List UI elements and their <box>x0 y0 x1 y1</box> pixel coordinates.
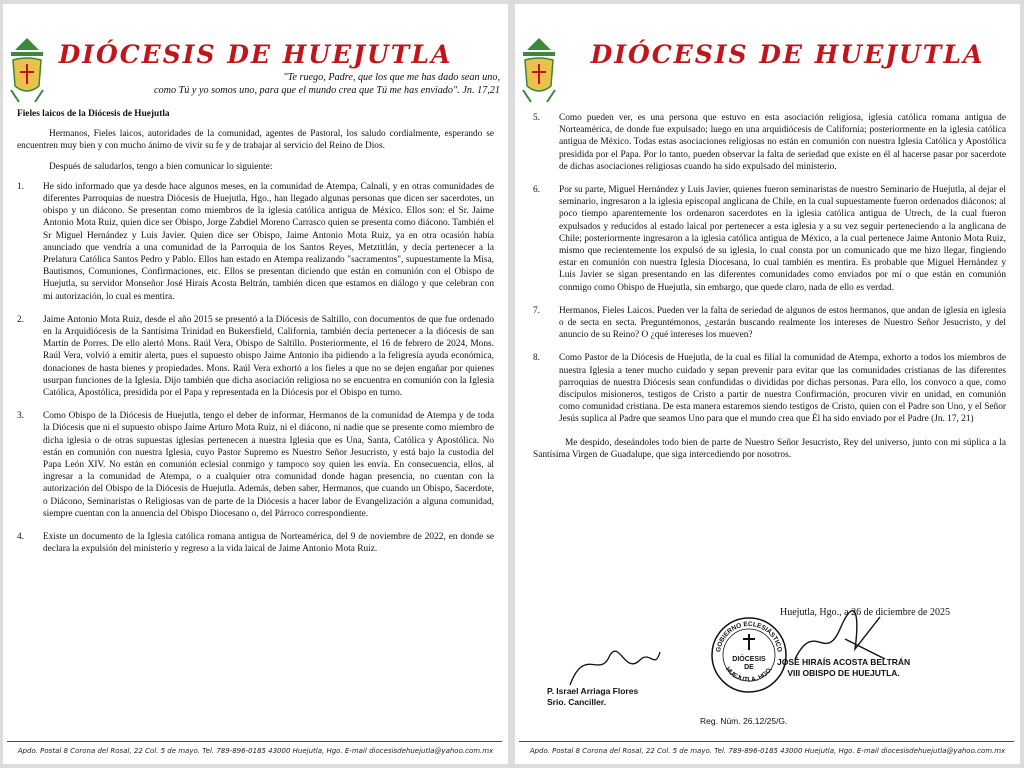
numbered-points-2 <box>533 112 1006 426</box>
seal-center-text: DIÓCESIS <box>732 656 766 663</box>
letter-body-1 <box>17 108 494 567</box>
list-item: 6. Por su parte, Miguel Hernández y Luis Javier, quienes fueron seminaristas de nuestro Seminario de Huejutla, al dejar el seminario, ingresaron a la iglesia episcopal anglicana de Chile, en la cual supuestamente fueron ordenados diáconos; al poco tiempo aparentemente los ordenaron sacerdotes en la iglesia católica antigua de Utrech, de la cual fueron expulsados y reducidos al estado laical por pertenecer a esta iglesia y a su vez seguir perteneciendo a la anglicana de Chile; posteriormente ingresaron a la iglesia católica antigua de México, a la cual pertenece Jaime Antonio Mota Ruiz, mismo que recientemente los expulsó de su iglesia, lo cual consta por un comunicado que me hizo llegar, fingiendo estar en comunión con nuestra Iglesia Diocesana, lo cual también es mentira. Es probable que Miguel Hernández y Luis Javier se sigan presentando en las diferentes comunidades como enviados por mí o que están en comunión conmigo como Obispo de Huejutla, sin embargo, que quede claro, nada de ello es verdad. <box>533 185 1006 293</box>
letter-body-2 <box>533 112 1006 469</box>
bishop-title: VIII OBISPO DE HUEJUTLA. <box>787 668 900 678</box>
dateline: Huejutla, Hgo., a 26 de diciembre de 2025 <box>780 607 950 618</box>
chancellor-title: Srio. Canciller. <box>547 697 607 707</box>
chancellor-name: P. Israel Arriaga Flores <box>547 686 639 696</box>
letter-footer: Apdo. Postal 8 Corona del Rosal, 22 Col. 5 de mayo. Tel. 789-896-0185 43000 Huejutla, Hgo. E-mail diocesisdehuejutla@yahoo.com.mx <box>17 747 494 755</box>
bishop-signature-block <box>777 657 910 679</box>
chancellor-signature <box>565 640 665 690</box>
intro-paragraph: Después de saludarlos, tengo a bien comunicar lo siguiente: <box>49 161 273 172</box>
footer-divider <box>519 741 1014 742</box>
list-item: 8. Como Pastor de la Diócesis de Huejutla, de la cual es filial la comunidad de Atempa, exhorto a todos los miembros de nuestra Iglesia a tener mucho cuidado y sepan prevenir para evitar que las comunidades cristianas de las diferentes parroquias de nuestra Diócesis sean confundidas o divididas por dichas personas. Para ello, los convoco a que, como discípulos misioneros, testigos de Cristo a partir de nuestra Confirmación, procuren vivir en unidad, en comunión como comunidad cristiana. De esta manera estaremos siendo testigos de Cristo, quien con el Padre son Uno, y el Señor Jesús suplica al Padre que seamos Uno para que el mundo crea que Él ha sido enviado por el Padre (Jn. 17, 21) <box>533 353 1006 425</box>
list-item: 1. He sido informado que ya desde hace algunos meses, en la comunidad de Atempa, Calnali, y en otras comunidades de diferentes Parroquias de nuestra Diócesis de Huejutla, Hgo., han llegado algunas personas que dicen ser sacerdotes, un obispo y un diácono. Se presentan como miembros de la iglesia católica antigua de México. Ellos son: el Sr. Jaime Antonio Mota Ruiz, quien dice ser Obispo, Jorge Zabdiel Moreno Carrasco quien se presenta como diácono. También el Sr Miguel Hernández y Luis Javier. Quien dice ser Obispo, Jaime Antonio Mota Ruiz, ya en otra ocasión había anunciado que vendría a una comunidad de la Parroquia de los Santos Reyes, Metztitlán, y decía pertenecer a la Prelatura Católica Santos Pedro y Pablo. Ellos han estado en Atempa realizando "sacramentos", supuestamente la Misa, Bautismos, Comuniones, Confirmaciones, etc. Ellos se presentan diciendo que están en comunión con el Obispo de Huejutla, su servidor Monseñor José Hiraís Acosta Beltrán, también dicen que estamos en diálogo y que celebran con mi autorización, lo cual es mentira. <box>17 181 494 302</box>
diocese-title: DIÓCESIS DE HUEJUTLA <box>58 40 453 69</box>
footer-divider <box>7 741 502 742</box>
list-item: 7. Hermanos, Fieles Laicos. Pueden ver la falta de seriedad de algunos de estos hermanos, que andan de iglesia en iglesia o de secta en secta. Preguntémonos, ¿estarán buscando realmente los intereses de Nuestro Señor Jesucristo, y del anuncio de su Reino? O ¿qué intereses los mueven? <box>533 305 1006 341</box>
seal-bottom-text: HUEJUTLA, HGO. <box>723 665 775 684</box>
greeting-paragraph: Hermanos, Fieles laicos, autoridades de la comunidad, agentes de Pastoral, los saludo cordialmente, esperando se encuentren muy bien y con mucho ánimo de vivir su fe y de trabajar al servicio del Reino de Dios. <box>17 129 494 152</box>
motto: "Te ruego, Padre, que los que me has dado sean uno, como Tú y yo somos uno, para que el mundo crea que Tú me has enviado". Jn. 17,21 <box>154 72 500 96</box>
registration-number: Reg. Núm. 26.12/25/G. <box>700 716 788 726</box>
diocese-title: DIÓCESIS DE HUEJUTLA <box>590 40 985 69</box>
letter-page-2 <box>515 4 1020 764</box>
seal-top-text: GOBIERNO ECLESIÁSTICO <box>715 620 783 653</box>
list-item: 2. Jaime Antonio Mota Ruiz, desde el año 2015 se presentó a la Diócesis de Saltillo, con documentos de que fue ordenado en la Arquidiócesis de la Santísima Trinidad en Bukersfield, California, también decía pertenecer a la diócesis de san Martín de Porres. De ello alertó Mons. Raúl Vera, Obispo de Saltillo. Posteriormente, el 16 de febrero de 2024, Mons. Raúl Vera, volvió a emitir alerta, pues el supuesto obispo Jaime Antonio iba pidiendo a la feligresía ayuda económica, donaciones de hasta bienes y propiedades. Mons. Raúl Vera exhortó a los fieles a que no se dejen engañar por quienes usurpan funciones de la Iglesia. Dijo también que dicha asociación religiosa no se encuentra en comunión con la Iglesia Católica, Apostólica, presidida por el Papa y representada en la Diócesis por el Obispo en turno. <box>17 314 494 399</box>
numbered-points-1 <box>17 181 494 556</box>
salutation-heading: Fieles laicos de la Diócesis de Huejutla <box>17 109 170 119</box>
chancellor-signature-block <box>547 686 638 708</box>
letter-footer: Apdo. Postal 8 Corona del Rosal, 22 Col. 5 de mayo. Tel. 789-896-0185 43000 Huejutla, Hgo. E-mail diocesisdehuejutla@yahoo.com.mx <box>529 747 1006 755</box>
bishop-name: JOSÉ HIRAÍS ACOSTA BELTRÁN <box>777 657 911 667</box>
list-item: 4. Existe un documento de la Iglesia católica romana antigua de Norteamérica, del 9 de noviembre de 2022, en donde se declara la expulsión del ministerio y regreso a la vida laical de Jaime Antonio Mota Ruiz. <box>17 532 494 555</box>
closing-paragraph: Me despido, deseándoles todo bien de parte de Nuestro Señor Jesucristo, Rey del universo, junto con mi súplica a la Santísima Virgen de Guadalupe, que siga intercediendo por nosotros. <box>533 437 1006 460</box>
diocese-crest-icon <box>519 36 559 106</box>
list-item: 3. Como Obispo de la Diócesis de Huejutla, tengo el deber de informar, Hermanos de la comunidad de Atempa y de toda la Diócesis que ni el supuesto obispo Jaime Arturo Mota Ruiz, ni el diácono, ni nadie que se presente como miembro de dicha iglesia o de otras supuestas iglesias pertenecen a nuestra Iglesia que es Una, Santa, Católica y Apostólica. No están en comunión con nuestra Iglesia, cuyo Pastor Supremo es Nuestro Señor Jesucristo, y está bajo la custodia del Papa León XIV. No están en comunión eclesial conmigo y tampoco soy quien les envía. En consecuencia, ellos, al ingresar a la comunidad de Atempa, o a cualquier otra comunidad donde hagan presencia, no cuentan con la autorización del Obispo de la Diócesis de Huejutla. Además, deben saber, Hermanos, que cuando un Obispo, Sacerdote, o Diácono, Seminaristas o Religiosas van de parte de la Diócesis a hacer labor de Evangelización a alguna comunidad, siempre cuentan con la anuencia del Obispo Diocesano o, del Párroco correspondiente. <box>17 411 494 519</box>
seal-center-text-2: DE <box>744 664 754 671</box>
diocese-seal <box>710 616 788 694</box>
list-item: 5. Como pueden ver, es una persona que estuvo en esta asociación religiosa, iglesia católica romana antigua de Norteamérica, de donde fue expulsado; luego en una arquidiócesis de California; posteriormente en la iglesia católica antigua de México. Todas estas asociaciones religiosas no están en comunión con nuestra Iglesia Católica y Apostólica presidida por el Papa. Por lo tanto, pueden observar la falta de seriedad que existe en él al hacerse pasar por sacerdote de dichas asociaciones religiosas cuando ha sido expulsado del ministerio. <box>533 113 1006 172</box>
letter-page-1 <box>3 4 508 764</box>
